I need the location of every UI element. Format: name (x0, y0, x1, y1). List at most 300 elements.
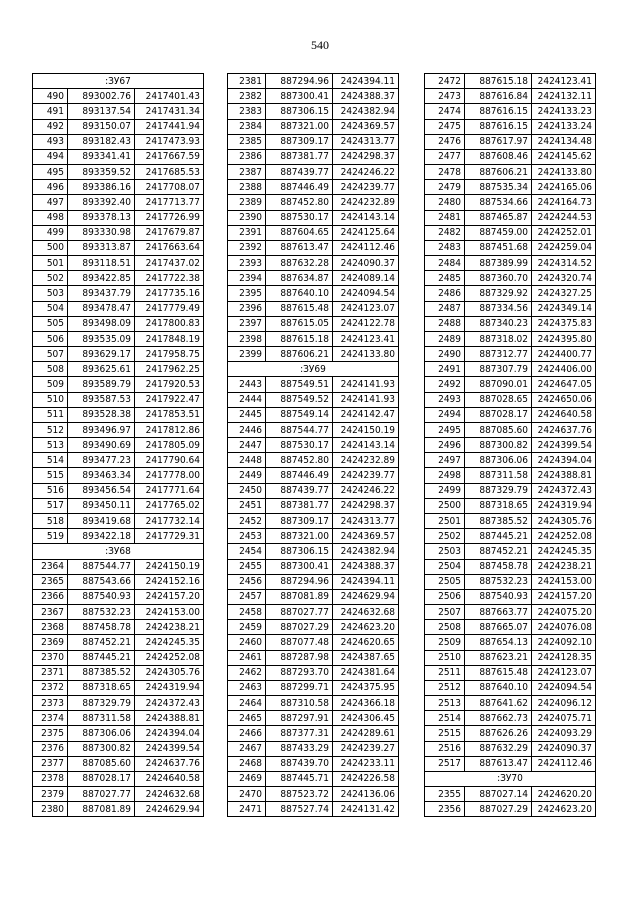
coordinate-x: 887615.48 (266, 301, 333, 316)
coordinate-y: 2424623.20 (532, 802, 596, 817)
point-number: 2460 (228, 635, 266, 650)
coordinate-x: 887310.58 (266, 696, 333, 711)
point-number: 2376 (33, 741, 68, 756)
table-row (33, 331, 204, 346)
point-number: 2387 (228, 165, 266, 180)
coordinate-y: 2424289.61 (333, 726, 399, 741)
coordinate-x: 893330.98 (68, 225, 135, 240)
table-row (425, 756, 596, 771)
coordinate-y: 2424232.89 (333, 195, 399, 210)
point-number: 2367 (33, 605, 68, 620)
coordinate-x: 887535.34 (465, 180, 532, 195)
coordinate-x: 893313.87 (68, 240, 135, 255)
table-row (33, 650, 204, 665)
coordinate-x: 887606.21 (465, 165, 532, 180)
point-number: 2447 (228, 438, 266, 453)
point-number: 2383 (228, 104, 266, 119)
coordinate-x: 887465.87 (465, 210, 532, 225)
coordinate-x: 893392.40 (68, 195, 135, 210)
point-number: 2463 (228, 680, 266, 695)
table-row (33, 453, 204, 468)
point-number: 512 (33, 422, 68, 437)
coordinate-y: 2424394.04 (135, 726, 204, 741)
coordinate-x: 887300.41 (266, 559, 333, 574)
coordinate-y: 2424122.78 (333, 316, 399, 331)
coordinate-x: 893490.69 (68, 438, 135, 453)
coordinate-y: 2417473.93 (135, 134, 204, 149)
table-row (228, 301, 399, 316)
point-number: 2473 (425, 89, 465, 104)
coordinate-y: 2424153.00 (532, 574, 596, 589)
section-title: :ЗУ69 (228, 362, 399, 377)
table-row (33, 392, 204, 407)
coordinate-y: 2424164.73 (532, 195, 596, 210)
point-number: 2513 (425, 696, 465, 711)
point-number: 2384 (228, 119, 266, 134)
coordinate-x: 887663.77 (465, 605, 532, 620)
coordinate-y: 2424387.65 (333, 650, 399, 665)
coordinate-x: 887634.87 (266, 271, 333, 286)
table-row (425, 802, 596, 817)
coordinate-x: 887318.65 (68, 680, 135, 695)
coordinate-y: 2417922.47 (135, 392, 204, 407)
coordinates-table-left (32, 73, 204, 817)
table-row (33, 225, 204, 240)
table-row (33, 574, 204, 589)
point-number: 510 (33, 392, 68, 407)
coordinate-y: 2417790.64 (135, 453, 204, 468)
coordinate-y: 2424375.83 (532, 316, 596, 331)
coordinate-y: 2424372.43 (135, 696, 204, 711)
coordinate-y: 2424327.25 (532, 286, 596, 301)
coordinate-y: 2417679.87 (135, 225, 204, 240)
coordinate-y: 2424298.37 (333, 149, 399, 164)
point-number: 499 (33, 225, 68, 240)
table-row (425, 149, 596, 164)
point-number: 506 (33, 331, 68, 346)
coordinate-y: 2424133.80 (333, 347, 399, 362)
coordinate-y: 2417441.94 (135, 119, 204, 134)
coordinate-x: 887532.23 (465, 574, 532, 589)
coordinate-x: 887381.77 (266, 498, 333, 513)
coordinate-y: 2424314.52 (532, 256, 596, 271)
coordinate-y: 2424123.41 (333, 331, 399, 346)
table-row (228, 195, 399, 210)
coordinates-table-right (424, 73, 596, 817)
coordinate-y: 2424319.94 (532, 498, 596, 513)
coordinate-y: 2424232.89 (333, 453, 399, 468)
coordinate-x: 887544.77 (68, 559, 135, 574)
table-row (228, 771, 399, 786)
table-row (33, 119, 204, 134)
table-row (33, 240, 204, 255)
point-number: 2469 (228, 771, 266, 786)
coordinate-x: 893002.76 (68, 89, 135, 104)
coordinate-x: 893450.11 (68, 498, 135, 513)
table-row (425, 377, 596, 392)
table-row (425, 513, 596, 528)
coordinate-x: 887309.17 (266, 134, 333, 149)
coordinate-y: 2417779.49 (135, 301, 204, 316)
table-row (33, 741, 204, 756)
point-number: 513 (33, 438, 68, 453)
point-number: 2504 (425, 559, 465, 574)
section-header-row (228, 362, 399, 377)
coordinate-y: 2417853.51 (135, 407, 204, 422)
coordinate-x: 887616.15 (465, 119, 532, 134)
coordinate-x: 887523.72 (266, 787, 333, 802)
coordinate-x: 887626.26 (465, 726, 532, 741)
table-row (425, 225, 596, 240)
point-number: 2479 (425, 180, 465, 195)
coordinate-x: 893478.47 (68, 301, 135, 316)
table-row (33, 438, 204, 453)
table-row (228, 787, 399, 802)
table-row (425, 331, 596, 346)
coordinate-y: 2417805.09 (135, 438, 204, 453)
coordinate-x: 893629.17 (68, 347, 135, 362)
point-number: 2497 (425, 453, 465, 468)
table-row (228, 165, 399, 180)
table-row (228, 240, 399, 255)
point-number: 2396 (228, 301, 266, 316)
coordinate-y: 2424123.07 (532, 665, 596, 680)
coordinate-y: 2424142.47 (333, 407, 399, 422)
point-number: 494 (33, 149, 68, 164)
coordinate-y: 2417713.77 (135, 195, 204, 210)
table-row (425, 498, 596, 513)
table-row (33, 180, 204, 195)
point-number: 511 (33, 407, 68, 422)
table-row (425, 726, 596, 741)
table-row (33, 134, 204, 149)
point-number: 514 (33, 453, 68, 468)
coordinate-y: 2424399.54 (135, 741, 204, 756)
table-row (228, 256, 399, 271)
coordinate-y: 2424388.37 (333, 559, 399, 574)
coordinate-x: 887654.13 (465, 635, 532, 650)
coordinate-x: 887452.21 (465, 544, 532, 559)
coordinate-y: 2424406.00 (532, 362, 596, 377)
point-number: 2381 (228, 74, 266, 89)
table-row (228, 756, 399, 771)
coordinate-x: 887077.48 (266, 635, 333, 650)
section-header-row (425, 771, 596, 786)
point-number: 2477 (425, 149, 465, 164)
coordinate-y: 2417812.86 (135, 422, 204, 437)
section-header-row (33, 74, 204, 89)
table-row (33, 529, 204, 544)
table-row (33, 316, 204, 331)
coordinate-y: 2424246.22 (333, 483, 399, 498)
table-row (425, 89, 596, 104)
coordinate-x: 887641.62 (465, 696, 532, 711)
table-row (33, 589, 204, 604)
coordinate-x: 893118.51 (68, 256, 135, 271)
coordinate-y: 2424112.46 (532, 756, 596, 771)
point-number: 493 (33, 134, 68, 149)
coordinate-y: 2417765.02 (135, 498, 204, 513)
coordinate-y: 2424388.81 (135, 711, 204, 726)
coordinate-y: 2424123.07 (333, 301, 399, 316)
point-number: 2398 (228, 331, 266, 346)
coordinate-x: 887329.79 (68, 696, 135, 711)
table-row (33, 605, 204, 620)
coordinate-x: 887318.65 (465, 498, 532, 513)
table-row (425, 665, 596, 680)
point-number: 2509 (425, 635, 465, 650)
table-row (33, 149, 204, 164)
coordinate-x: 893535.09 (68, 331, 135, 346)
table-row (425, 635, 596, 650)
table-row (228, 529, 399, 544)
coordinate-y: 2424640.58 (135, 771, 204, 786)
point-number: 2372 (33, 680, 68, 695)
point-number: 2368 (33, 620, 68, 635)
coordinate-y: 2424382.94 (333, 544, 399, 559)
coordinate-x: 887439.77 (266, 165, 333, 180)
table-row (425, 696, 596, 711)
point-number: 2390 (228, 210, 266, 225)
coordinate-y: 2424096.12 (532, 696, 596, 711)
point-number: 2502 (425, 529, 465, 544)
point-number: 2482 (425, 225, 465, 240)
coordinate-x: 887604.65 (266, 225, 333, 240)
coordinate-y: 2417401.43 (135, 89, 204, 104)
coordinate-x: 887549.14 (266, 407, 333, 422)
coordinate-y: 2417800.83 (135, 316, 204, 331)
coordinate-y: 2424145.62 (532, 149, 596, 164)
point-number: 2501 (425, 513, 465, 528)
table-row (228, 271, 399, 286)
coordinate-x: 887381.77 (266, 149, 333, 164)
coordinate-x: 893150.07 (68, 119, 135, 134)
coordinate-x: 887306.06 (68, 726, 135, 741)
coordinate-x: 887081.89 (68, 802, 135, 817)
point-number: 2487 (425, 301, 465, 316)
point-number: 503 (33, 286, 68, 301)
coordinate-x: 887459.00 (465, 225, 532, 240)
table-row (228, 498, 399, 513)
coordinate-y: 2417708.07 (135, 180, 204, 195)
point-number: 2465 (228, 711, 266, 726)
point-number: 2369 (33, 635, 68, 650)
table-row (425, 104, 596, 119)
coordinate-x: 887318.02 (465, 331, 532, 346)
point-number: 2364 (33, 559, 68, 574)
table-row (425, 483, 596, 498)
table-row (425, 362, 596, 377)
table-row (33, 104, 204, 119)
coordinate-y: 2424305.76 (135, 665, 204, 680)
point-number: 2388 (228, 180, 266, 195)
coordinate-y: 2417771.64 (135, 483, 204, 498)
coordinate-y: 2417732.14 (135, 513, 204, 528)
coordinate-y: 2424629.94 (135, 802, 204, 817)
coordinate-y: 2424369.57 (333, 529, 399, 544)
point-number: 2483 (425, 240, 465, 255)
point-number: 2507 (425, 605, 465, 620)
coordinate-x: 893589.79 (68, 377, 135, 392)
coordinate-x: 887446.49 (266, 180, 333, 195)
coordinate-x: 893437.79 (68, 286, 135, 301)
table-row (228, 574, 399, 589)
table-row (228, 802, 399, 817)
coordinate-y: 2424239.27 (333, 741, 399, 756)
table-row (33, 696, 204, 711)
point-number: 2505 (425, 574, 465, 589)
coordinate-x: 887615.48 (465, 665, 532, 680)
point-number: 2496 (425, 438, 465, 453)
coordinate-x: 887377.31 (266, 726, 333, 741)
coordinate-y: 2424252.08 (135, 650, 204, 665)
coordinate-y: 2424252.08 (532, 529, 596, 544)
coordinate-x: 893498.09 (68, 316, 135, 331)
coordinate-y: 2424305.76 (532, 513, 596, 528)
coordinate-x: 887662.73 (465, 711, 532, 726)
table-row (228, 180, 399, 195)
table-row (425, 605, 596, 620)
point-number: 2481 (425, 210, 465, 225)
table-row (425, 286, 596, 301)
point-number: 2462 (228, 665, 266, 680)
coordinate-y: 2424125.64 (333, 225, 399, 240)
table-row (228, 119, 399, 134)
table-row (33, 787, 204, 802)
table-row (33, 195, 204, 210)
point-number: 496 (33, 180, 68, 195)
point-number: 2452 (228, 513, 266, 528)
coordinate-x: 887306.15 (266, 544, 333, 559)
coordinate-y: 2424133.23 (532, 104, 596, 119)
point-number: 519 (33, 529, 68, 544)
point-number: 2484 (425, 256, 465, 271)
coordinate-x: 887613.47 (266, 240, 333, 255)
coordinate-y: 2424233.11 (333, 756, 399, 771)
coordinate-x: 887340.23 (465, 316, 532, 331)
table-row (425, 240, 596, 255)
coordinate-x: 893422.18 (68, 529, 135, 544)
point-number: 2476 (425, 134, 465, 149)
point-number: 500 (33, 240, 68, 255)
coordinate-x: 887300.82 (68, 741, 135, 756)
coordinate-x: 887540.93 (68, 589, 135, 604)
table-row (228, 741, 399, 756)
point-number: 2374 (33, 711, 68, 726)
table-row (228, 331, 399, 346)
coordinate-x: 887306.15 (266, 104, 333, 119)
table-row (228, 225, 399, 240)
table-row (228, 104, 399, 119)
coordinate-x: 893587.53 (68, 392, 135, 407)
coordinate-y: 2424131.42 (333, 802, 399, 817)
coordinate-x: 893419.68 (68, 513, 135, 528)
point-number: 2493 (425, 392, 465, 407)
coordinate-y: 2424238.21 (532, 559, 596, 574)
coordinate-y: 2424394.11 (333, 574, 399, 589)
table-row (228, 74, 399, 89)
point-number: 2443 (228, 377, 266, 392)
point-number: 2511 (425, 665, 465, 680)
coordinate-x: 887458.78 (465, 559, 532, 574)
coordinate-y: 2424319.94 (135, 680, 204, 695)
coordinate-x: 887534.66 (465, 195, 532, 210)
point-number: 2517 (425, 756, 465, 771)
coordinate-y: 2424136.06 (333, 787, 399, 802)
point-number: 516 (33, 483, 68, 498)
point-number: 498 (33, 210, 68, 225)
point-number: 2471 (228, 802, 266, 817)
coordinate-y: 2424252.01 (532, 225, 596, 240)
table-row (425, 574, 596, 589)
table-row (228, 650, 399, 665)
point-number: 2370 (33, 650, 68, 665)
point-number: 2382 (228, 89, 266, 104)
coordinate-x: 887027.77 (68, 787, 135, 802)
table-row (425, 650, 596, 665)
coordinate-x: 887027.29 (465, 802, 532, 817)
table-row (228, 680, 399, 695)
coordinate-y: 2417685.53 (135, 165, 204, 180)
point-number: 490 (33, 89, 68, 104)
table-row (425, 301, 596, 316)
coordinate-x: 887452.21 (68, 635, 135, 650)
coordinate-y: 2424246.22 (333, 165, 399, 180)
coordinate-x: 887527.74 (266, 802, 333, 817)
point-number: 504 (33, 301, 68, 316)
table-row (228, 620, 399, 635)
point-number: 2515 (425, 726, 465, 741)
coordinate-y: 2424381.64 (333, 665, 399, 680)
point-number: 2454 (228, 544, 266, 559)
point-number: 2451 (228, 498, 266, 513)
coordinate-x: 887665.07 (465, 620, 532, 635)
coordinate-x: 887287.98 (266, 650, 333, 665)
coordinate-y: 2424141.93 (333, 392, 399, 407)
point-number: 2461 (228, 650, 266, 665)
point-number: 2456 (228, 574, 266, 589)
point-number: 2355 (425, 787, 465, 802)
coordinate-x: 893386.16 (68, 180, 135, 195)
table-row (228, 89, 399, 104)
table-row (33, 407, 204, 422)
point-number: 2512 (425, 680, 465, 695)
coordinate-x: 887300.41 (266, 89, 333, 104)
coordinate-y: 2424239.77 (333, 180, 399, 195)
coordinate-x: 887608.46 (465, 149, 532, 164)
coordinate-x: 893137.54 (68, 104, 135, 119)
point-number: 2464 (228, 696, 266, 711)
coordinate-x: 887329.92 (465, 286, 532, 301)
coordinate-x: 887334.56 (465, 301, 532, 316)
point-number: 2371 (33, 665, 68, 680)
coordinate-y: 2424632.68 (333, 605, 399, 620)
point-number: 2510 (425, 650, 465, 665)
coordinate-y: 2417958.75 (135, 347, 204, 362)
coordinate-y: 2417920.53 (135, 377, 204, 392)
table-row (33, 301, 204, 316)
coordinate-y: 2424239.77 (333, 468, 399, 483)
coordinate-y: 2417663.64 (135, 240, 204, 255)
coordinate-y: 2424157.20 (135, 589, 204, 604)
point-number: 2485 (425, 271, 465, 286)
coordinate-x: 887085.60 (68, 756, 135, 771)
table-row (425, 119, 596, 134)
coordinate-y: 2424313.77 (333, 513, 399, 528)
coordinate-x: 887623.21 (465, 650, 532, 665)
coordinate-x: 893496.97 (68, 422, 135, 437)
coordinate-y: 2424165.06 (532, 180, 596, 195)
